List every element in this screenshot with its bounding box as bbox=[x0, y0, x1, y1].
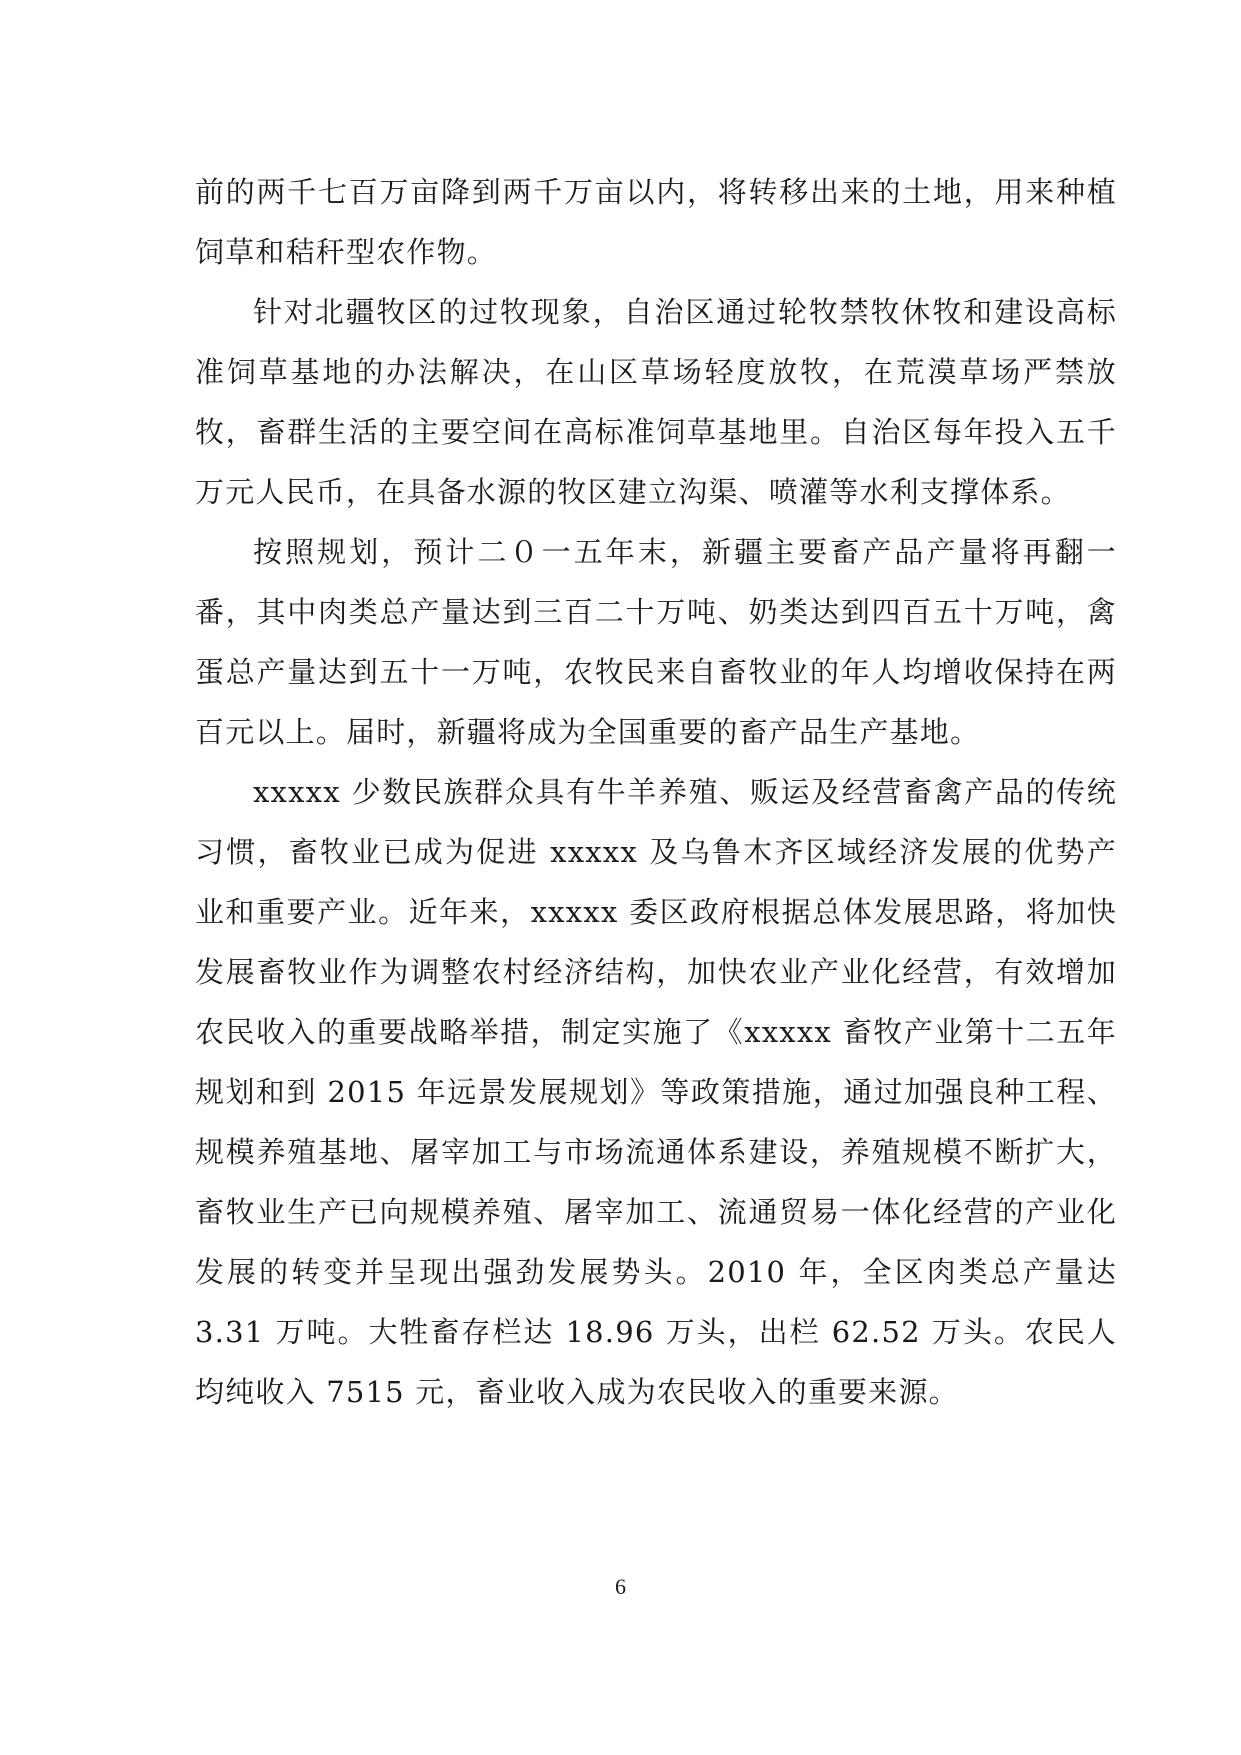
body-text bbox=[195, 162, 1117, 1422]
paragraph-livestock-industry: xxxxx 少数民族群众具有牛羊养殖、贩运及经营畜禽产品的传统习惯，畜牧业已成为促进 xxxxx 及乌鲁木齐区域经济发展的优势产业和重要产业。近年来，xxxxx 委区政府根据总体发展思路，将加快发展畜牧业作为调整农村经济结构，加快农业产业化经营，有效增加农民收入的重要战略举措，制定实施了《xxxxx 畜牧产业第十二五年规划和到 2015 年远景发展规划》等政策措施，通过加强良种工程、规模养殖基地、屠宰加工与市场流通体系建设，养殖规模不断扩大，畜牧业生产已向规模养殖、屠宰加工、流通贸易一体化经营的产业化发展的转变并呈现出强劲发展势头。2010 年，全区肉类总产量达 3.31 万吨。大牲畜存栏达 18.96 万头，出栏 62.52 万头。农民人均纯收入 7515 元，畜业收入成为农民收入的重要来源。 bbox=[195, 775, 1117, 1409]
paragraph-grazing: 针对北疆牧区的过牧现象，自治区通过轮牧禁牧休牧和建设高标准饲草基地的办法解决，在山区草场轻度放牧，在荒漠草场严禁放牧，畜群生活的主要空间在高标准饲草基地里。自治区每年投入五千万元人民币，在具备水源的牧区建立沟渠、喷灌等水利支撑体系。 bbox=[195, 295, 1117, 509]
page-number: 6 bbox=[615, 1574, 626, 1599]
paragraph-plan: 按照规划，预计二０一五年末，新疆主要畜产品产量将再翻一番，其中肉类总产量达到三百二十万吨、奶类达到四百五十万吨，禽蛋总产量达到五十一万吨，农牧民来自畜牧业的年人均增收保持在两百元以上。届时，新疆将成为全国重要的畜产品生产基地。 bbox=[195, 535, 1117, 749]
paragraph-continuation: 前的两千七百万亩降到两千万亩以内，将转移出来的土地，用来种植饲草和秸秆型农作物。 bbox=[195, 175, 1117, 269]
